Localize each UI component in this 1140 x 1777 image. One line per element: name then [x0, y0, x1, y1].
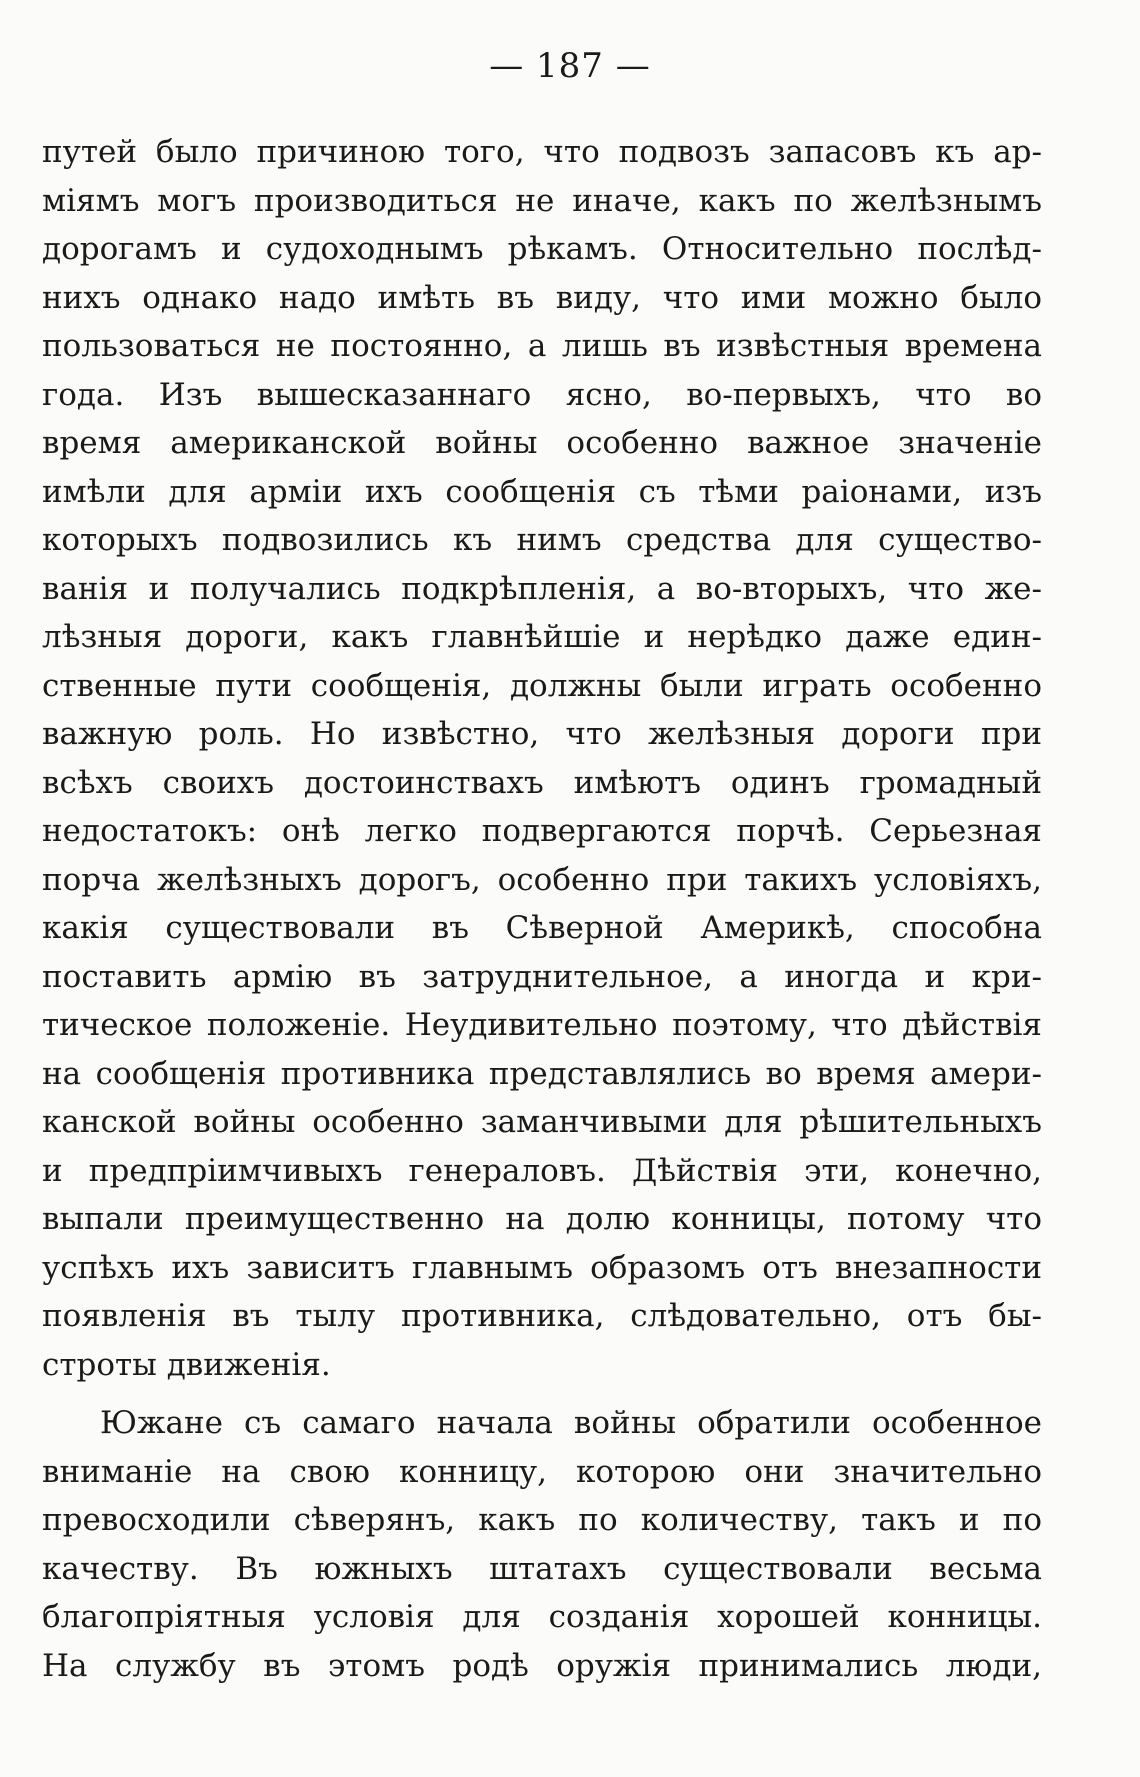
text-line: благопріятныя условія для созданія хорошей конницы. [42, 1599, 1042, 1635]
text-line: вниманіе на свою конницу, которою они значительно [42, 1453, 1042, 1490]
text-line: время американской войны особенно важное значеніе [42, 425, 1042, 461]
text-line: тическое положеніе. Неудивительно поэтому, что дѣйствія [42, 1007, 1042, 1043]
text-line: появленія въ тылу противника, слѣдовательно, отъ бы- [42, 1298, 1042, 1334]
text-line: недостатокъ: онѣ легко подвергаются порчѣ. Серьезная [42, 813, 1042, 849]
text-line: міямъ могъ производиться не иначе, какъ по желѣзнымъ [42, 182, 1042, 219]
text-line: на сообщенія противника представлялись во время амери- [42, 1055, 1042, 1092]
text-line: качеству. Въ южныхъ штатахъ существовали весьма [42, 1550, 1042, 1587]
text-line: канской войны особенно заманчивыми для рѣшительныхъ [42, 1104, 1042, 1140]
text-line: года. Изъ вышесказаннаго ясно, во-первыхъ, что во [42, 376, 1042, 413]
text-line: и предпріимчивыхъ генераловъ. Дѣйствія эти, конечно, [42, 1152, 1042, 1189]
text-line: важную роль. Но извѣстно, что желѣзныя дороги при [42, 716, 1042, 752]
text-line: На службу въ этомъ родѣ оружія принимались люди, [42, 1647, 1042, 1684]
text-line: порча желѣзныхъ дорогъ, особенно при такихъ условіяхъ, [42, 861, 1042, 898]
text-line: лѣзныя дороги, какъ главнѣйшіе и нерѣдко даже един- [42, 619, 1042, 655]
text-line: пользоваться не постоянно, а лишь въ извѣстныя времена [42, 328, 1042, 364]
text-line: строты движенія. [42, 1346, 331, 1383]
page-number: — 187 — [489, 46, 651, 86]
paragraph-1 [42, 128, 1042, 1389]
text-line: всѣхъ своихъ достоинствахъ имѣютъ одинъ громадный [42, 764, 1042, 801]
text-line: какія существовали въ Сѣверной Америкѣ, способна [42, 910, 1042, 946]
text-line: которыхъ подвозились къ нимъ средства для существо- [42, 522, 1042, 558]
paragraph-spacer [42, 1389, 1042, 1399]
text-line: поставить армію въ затруднительное, а иногда и кри- [42, 958, 1042, 995]
body-text [42, 128, 1042, 1690]
text-line: успѣхъ ихъ зависитъ главнымъ образомъ отъ внезапности [42, 1249, 1042, 1286]
text-line: нихъ однако надо имѣть въ виду, что ими можно было [42, 279, 1042, 316]
text-line: выпали преимущественно на долю конницы, потому что [42, 1201, 1042, 1237]
text-line: ванія и получались подкрѣпленія, а во-вторыхъ, что же- [42, 570, 1042, 607]
text-line: имѣли для арміи ихъ сообщенія съ тѣми раіонами, изъ [42, 473, 1042, 510]
paragraph-2 [42, 1399, 1042, 1690]
text-line: Южане съ самаго начала войны обратили особенное [100, 1405, 1042, 1441]
text-line: путей было причиною того, что подвозъ запасовъ къ ар- [42, 134, 1042, 170]
text-line: превосходили сѣверянъ, какъ по количеству, такъ и по [42, 1502, 1042, 1538]
text-line: дорогамъ и судоходнымъ рѣкамъ. Относительно послѣд- [42, 231, 1042, 267]
text-line: ственные пути сообщенія, должны были играть особенно [42, 667, 1042, 704]
